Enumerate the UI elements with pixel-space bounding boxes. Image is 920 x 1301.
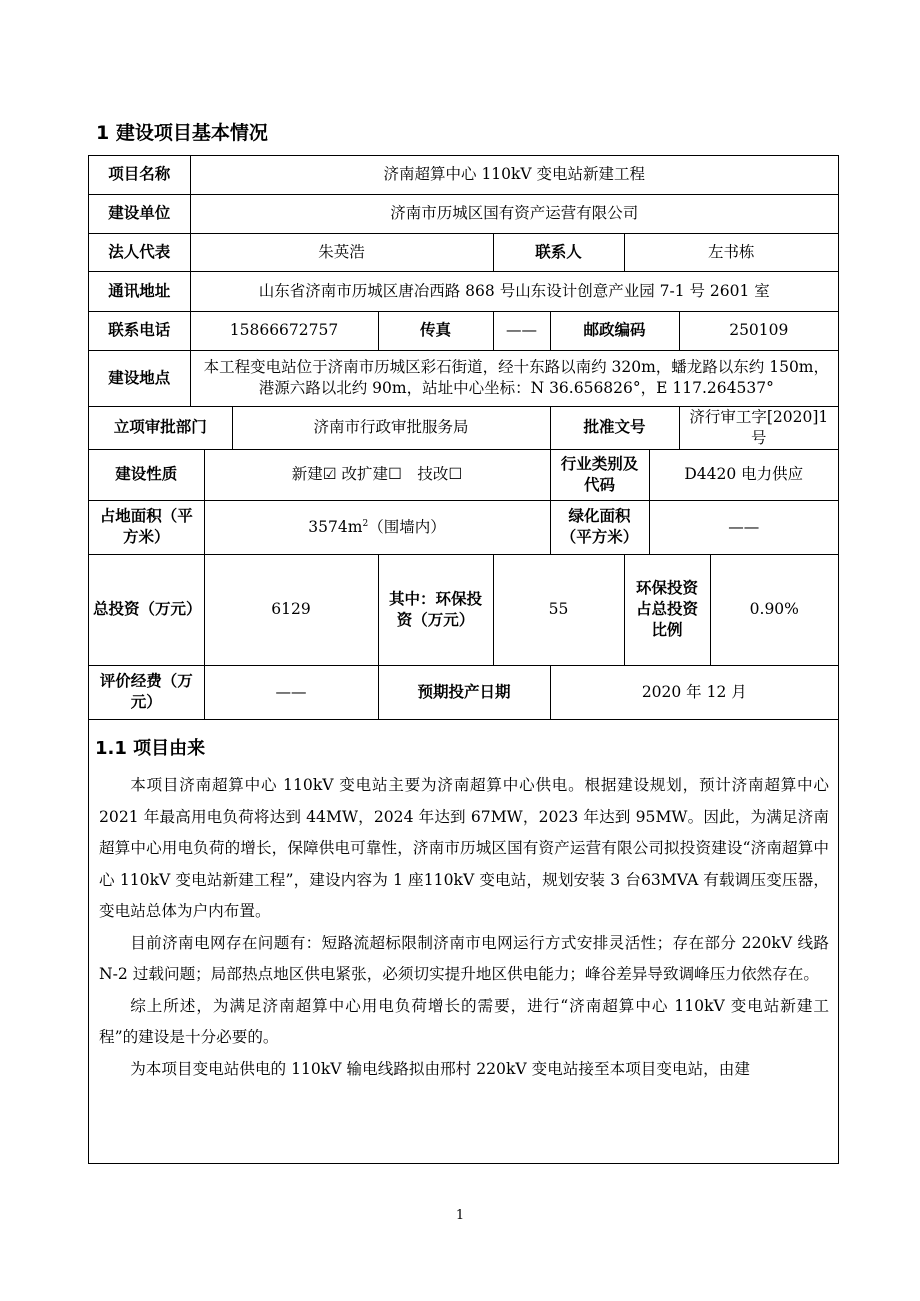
env-investment-label: 其中：环保投资（万元） xyxy=(378,554,493,665)
paragraph: 为本项目变电站供电的 110kV 输电线路拟由邢村 220kV 变电站接至本项目变电站，由建 xyxy=(130,1059,750,1078)
table-row xyxy=(89,311,838,350)
table-row xyxy=(89,554,838,665)
builder-value: 济南市历城区国有资产运营有限公司 xyxy=(190,194,838,233)
builder-label: 建设单位 xyxy=(89,194,190,233)
address-label: 通讯地址 xyxy=(89,271,190,311)
section-body xyxy=(99,770,829,1085)
land-area-unit-exponent: 2 xyxy=(362,518,369,529)
table-row xyxy=(89,271,838,311)
land-area-label: 占地面积（平方米） xyxy=(89,500,204,554)
project-name-value: 济南超算中心 110kV 变电站新建工程 xyxy=(190,156,838,194)
paragraph: 目前济南电网存在问题有：短路流超标限制济南市电网运行方式安排灵活性；存在部分 220kV 线路 N-2 过载问题；局部热点地区供电紧张，必须切实提升地区供电能力；峰谷差异导致调峰压力依然存在。 xyxy=(99,933,829,983)
eval-fee-label: 评价经费（万元） xyxy=(89,665,204,719)
fax-label: 传真 xyxy=(378,311,493,350)
address-value: 山东省济南市历城区唐冶西路 868 号山东设计创意产业园 7-1 号 2601 室 xyxy=(190,271,838,311)
legal-rep-value: 朱英浩 xyxy=(190,233,493,271)
fax-value: —— xyxy=(493,311,550,350)
table-row xyxy=(89,350,838,406)
commission-date-value: 2020 年 12 月 xyxy=(550,665,838,719)
total-investment-label: 总投资（万元） xyxy=(89,554,204,665)
postal-code-label: 邮政编码 xyxy=(550,311,679,350)
section-title: 1.1 项目由来 xyxy=(95,738,206,759)
page-heading: 1 建设项目基本情况 xyxy=(96,122,268,144)
approval-number-value: 济行审工字[2020]1 号 xyxy=(679,406,838,449)
phone-label: 联系电话 xyxy=(89,311,190,350)
table-row xyxy=(89,233,838,271)
industry-value: D4420 电力供应 xyxy=(649,449,838,500)
phone-value: 15866672757 xyxy=(190,311,378,350)
paragraph: 综上所述，为满足济南超算中心用电负荷增长的需要，进行“济南超算中心 110kV 变电站新建工程”的建设是十分必要的。 xyxy=(99,996,829,1046)
green-area-label: 绿化面积（平方米） xyxy=(550,500,649,554)
paragraph: 本项目济南超算中心 110kV 变电站主要为济南超算中心供电。根据建设规划，预计济南超算中心 2021 年最高用电负荷将达到 44MW，2024 年达到 67MW，2023 年达到 95MW。因此，为满足济南超算中心用电负荷的增长，保障供电可靠性，济南市历城区国有资产运营有限公司拟投资建设“济南超算中心 110kV 变电站新建工程”，建设内容为 1 座110kV 变电站，规划安装 3 台63MVA 有载调压变压器，变电站总体为户内布置。 xyxy=(99,776,829,920)
table-row xyxy=(89,156,838,194)
table-row xyxy=(89,665,838,719)
project-info-table xyxy=(89,156,838,720)
land-area-number: 3574m xyxy=(308,517,363,536)
project-name-label: 项目名称 xyxy=(89,156,190,194)
env-investment-value: 55 xyxy=(493,554,624,665)
site-label: 建设地点 xyxy=(89,350,190,406)
env-investment-ratio-label: 环保投资占总投资比例 xyxy=(624,554,710,665)
document-frame xyxy=(88,155,839,1164)
env-investment-ratio-value: 0.90% xyxy=(710,554,838,665)
table-row xyxy=(89,500,838,554)
land-area-value xyxy=(204,500,550,554)
page-number: 1 xyxy=(455,1208,465,1223)
postal-code-value: 250109 xyxy=(679,311,838,350)
total-investment-value: 6129 xyxy=(204,554,378,665)
nature-label: 建设性质 xyxy=(89,449,204,500)
site-value: 本工程变电站位于济南市历城区彩石街道，经十东路以南约 320m，蟠龙路以东约 150m，港源六路以北约 90m，站址中心坐标：N 36.656826°，E 117.264537° xyxy=(190,350,838,406)
green-area-value: —— xyxy=(649,500,838,554)
nature-value: 新建☑ 改扩建☐ 技改☐ xyxy=(204,449,550,500)
land-area-suffix: （围墙内） xyxy=(368,517,446,536)
commission-date-label: 预期投产日期 xyxy=(378,665,550,719)
table-row xyxy=(89,406,838,449)
legal-rep-label: 法人代表 xyxy=(89,233,190,271)
eval-fee-value: —— xyxy=(204,665,378,719)
contact-value: 左书栋 xyxy=(624,233,838,271)
table-row xyxy=(89,194,838,233)
industry-label: 行业类别及代码 xyxy=(550,449,649,500)
approval-number-label: 批准文号 xyxy=(550,406,679,449)
approval-dept-value: 济南市行政审批服务局 xyxy=(232,406,550,449)
table-row xyxy=(89,449,838,500)
approval-dept-label: 立项审批部门 xyxy=(89,406,232,449)
contact-label: 联系人 xyxy=(493,233,624,271)
